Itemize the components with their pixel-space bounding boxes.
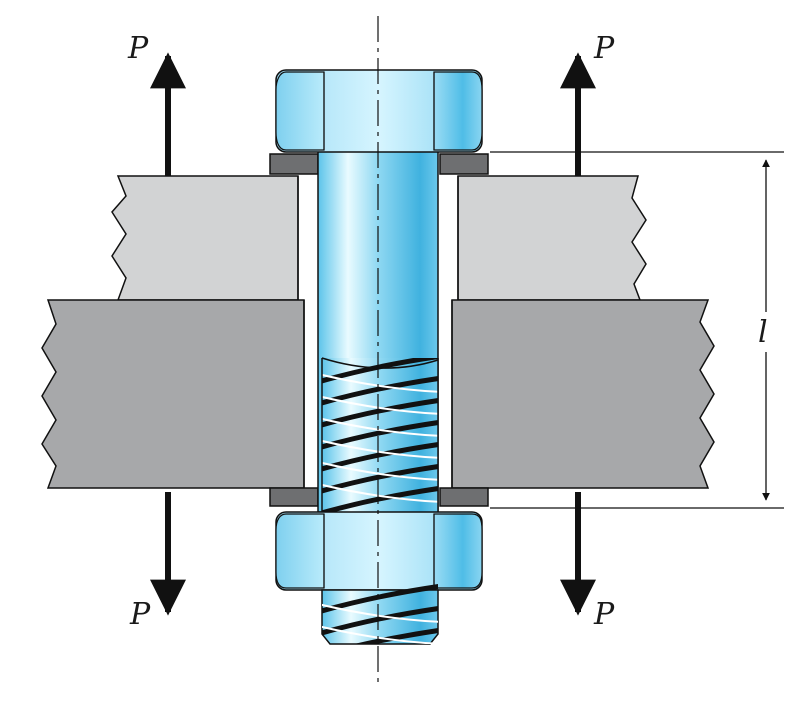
lower-plate-left [42,300,304,488]
washer-top-left [270,154,318,174]
lower-plate-right [452,300,714,488]
washer-top-right [440,154,488,174]
label-p-bottom-right: P [594,597,615,632]
bolt-thread [318,356,442,514]
label-p-top-left: P [128,31,149,66]
bolt-tail [318,586,442,656]
washer-bottom-left [270,488,318,506]
washer-bottom-right [440,488,488,506]
label-p-top-right: P [594,31,615,66]
upper-plate-right [458,176,646,300]
label-grip-length: l [758,315,768,350]
nut [276,512,482,590]
upper-plate-left [112,176,298,300]
label-p-bottom-left: P [130,597,151,632]
bolt-head [276,70,482,152]
